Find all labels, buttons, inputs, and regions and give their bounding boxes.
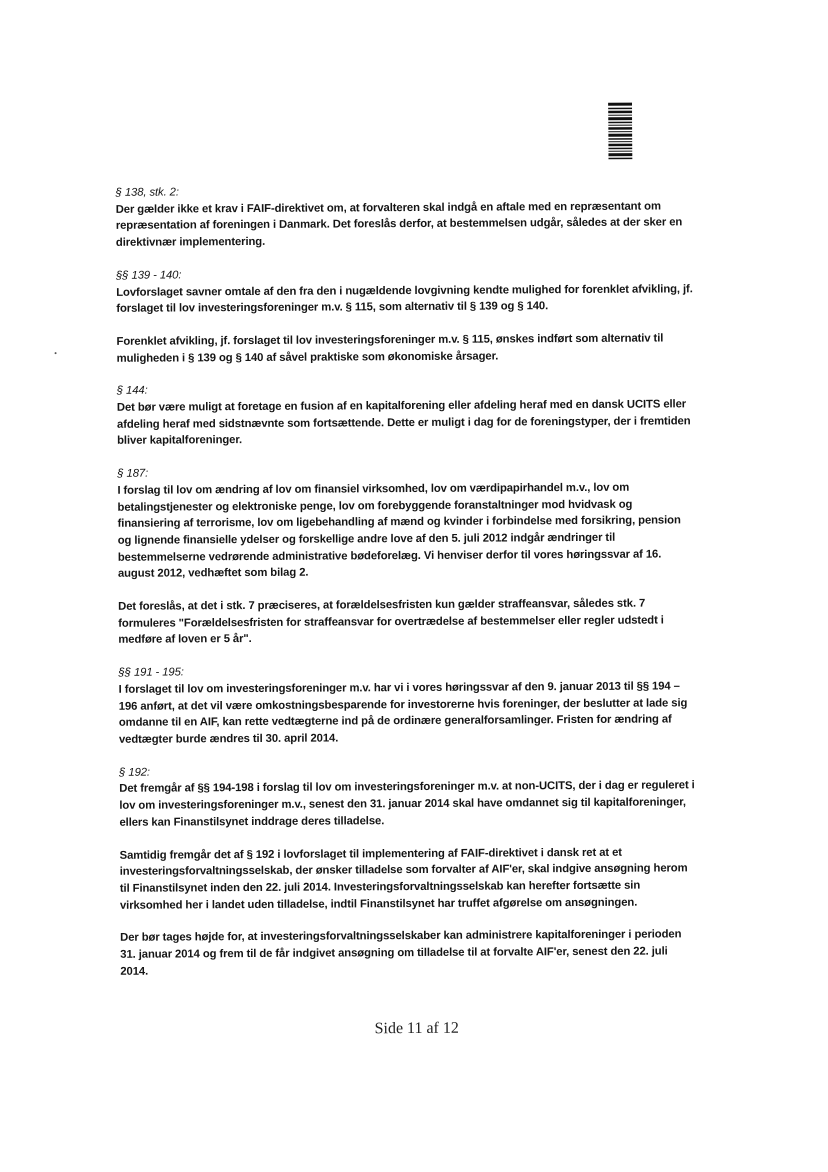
section-heading: § 192:	[119, 766, 150, 779]
section-heading: § 144:	[116, 384, 148, 398]
section-paragraph: Forenklet afvikling, jf. forslaget til lov investeringsforeninger m.v. § 115, ønskes indført som alternativ til muligheden i § 139 og § 140 af såvel praktiske som økonomiske årsager.	[116, 332, 664, 365]
document-body	[116, 181, 699, 996]
section-139-140	[116, 264, 695, 367]
section-191-195	[118, 661, 696, 748]
section-heading: § 138, stk. 2:	[115, 186, 179, 199]
section-paragraph: Lovforslaget savner omtale af den fra den i nugældende lovgivning kendte mulighed for forenklet afvikling, jf. forslaget til lov investeringsforeninger m.v. § 115, som alternativ til § 139 og § 140.	[116, 282, 693, 316]
section-138	[116, 181, 694, 251]
scan-speck	[55, 352, 57, 354]
section-paragraph: Samtidig fremgår det af § 192 i lovforslaget til implementering af FAIF-direktivet i dansk ret at et investeringsforvaltningsselskab, der ønsker tilladelse som forvalter af AIF'er, skal indgive ansøgning herom til Finanstilsynet inden den 22. juli 2014. Investeringsforvaltningsselskab kan herefter fortsætte sin virksomhed her i landet uden tilladelse, indtil Finanstilsynet har truffet afgørelse om ansøgningen.	[119, 846, 688, 912]
section-paragraph: Det fremgår af §§ 194-198 i forslag til lov om investeringsforeninger m.v. at non-UCITS, der i dag er reguleret i lov om investeringsforeninger m.v., senest den 31. januar 2014 skal have omdannet sig til kapitalforeninger, ellers kan Finanstilsynet inddrage deres tilladelse.	[119, 779, 695, 829]
section-heading: §§ 191 - 195:	[118, 666, 184, 679]
section-heading: § 187:	[117, 467, 149, 480]
page-number: Side 11 af 12	[374, 1019, 459, 1038]
section-187	[117, 462, 696, 649]
section-192	[119, 761, 698, 980]
section-paragraph: Det bør være muligt at foretage en fusion af en kapitalforening eller afdeling heraf med en dansk UCITS eller afdeling heraf med sidstnævnte som fortsættende. Dette er muligt i dag for de foreningstyper, der i fremtiden bliver kapitalforeninger.	[116, 398, 691, 448]
section-paragraph: Der gælder ikke et krav i FAIF-direktivet om, at forvalteren skal indgå en aftale med en repræsentant om repræsentation af foreningen i Danmark. Det foreslås derfor, at bestemmelsen udgår, således at der sker en direktivnær implementering.	[115, 200, 683, 249]
barcode-icon	[608, 102, 632, 160]
section-paragraph: Der bør tages højde for, at investeringsforvaltningsselskaber kan administrere kapitalforeninger i perioden 31. januar 2014 og frem til de får indgivet ansøgning om tilladelse til at forvalte AIF'er, senest den 22. juli 2014.	[120, 928, 682, 978]
section-144	[117, 380, 695, 450]
section-paragraph: I forslaget til lov om investeringsforeninger m.v. har vi i vores høringssvar af den 9. januar 2013 til §§ 194 – 196 anført, at det vil være omkostningsbesparende for investorerne hvis foreninger, der beslutter at lade sig omdanne til en AIF, kan rette vedtægterne ind på de ordinære generalforsamlinger. Fristen for ændring af vedtægter burde ændres til 30. april 2014.	[118, 680, 688, 746]
section-paragraph: Det foreslås, at det i stk. 7 præciseres, at forældelsesfristen kun gælder straffeansvar, således stk. 7 formuleres "Forældelsesfristen for straffeansvar for overtrædelse af bestemmelser eller regler udstedt i medføre af loven er 5 år".	[118, 597, 664, 647]
section-paragraph: I forslag til lov om ændring af lov om finansiel virksomhed, lov om værdipapirhandel m.v., lov om betalingstjenester og elektroniske penge, lov om forebyggende foranstaltninger mod hvidvask og finansiering af terrorisme, lov om ligebehandling af mænd og kvinder i forbindelse med forsikring, pension og lignende finansielle ydelser og forskellige andre love af den 5. juli 2012 indgår ændringer til bestemmelserne vedrørende administrative bødeforelæg. Vi henviser derfor til vores høringssvar af 16. august 2012, vedhæftet som bilag 2.	[117, 481, 681, 581]
section-heading: §§ 139 - 140:	[116, 269, 182, 282]
